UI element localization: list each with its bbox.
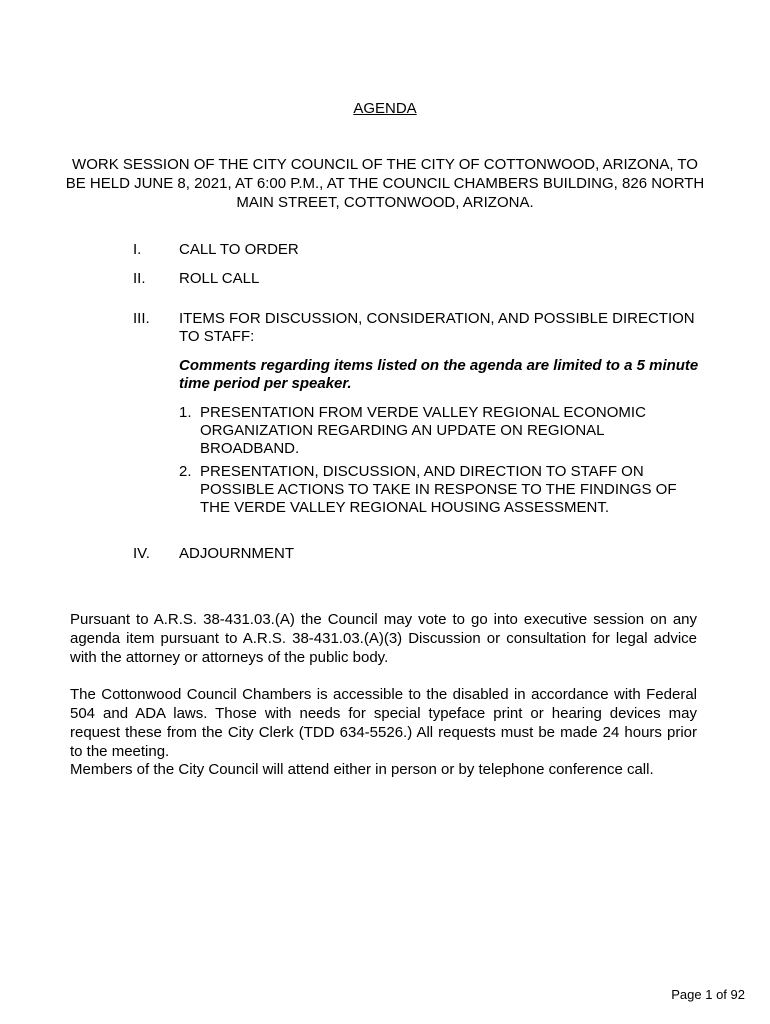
agenda-item-label: ADJOURNMENT: [179, 545, 294, 562]
agenda-item-number: I.: [133, 241, 142, 258]
session-header: WORK SESSION OF THE CITY COUNCIL OF THE CITY OF COTTONWOOD, ARIZONA, TO BE HELD JUNE 8, 2021, AT 6:00 P.M., AT THE COUNCIL CHAMBERS BUILDING, 826 NORTH MAIN STREET, COTTONWOOD, ARIZONA.: [65, 156, 705, 211]
page-title: AGENDA: [353, 100, 417, 117]
attendance-paragraph: Members of the City Council will attend either in person or by telephone conference call.: [70, 761, 654, 778]
executive-session-paragraph: Pursuant to A.R.S. 38-431.03.(A) the Council may vote to go into executive session on any agenda item pursuant to A.R.S. 38-431.03.(A)(3) Discussion or consultation for legal advice with the attorney or attorneys of the public body.: [70, 611, 697, 666]
agenda-item-number: II.: [133, 270, 146, 287]
agenda-item-label: CALL TO ORDER: [179, 241, 299, 258]
agenda-subitem-label: PRESENTATION FROM VERDE VALLEY REGIONAL ECONOMIC ORGANIZATION REGARDING AN UPDATE ON REGIONAL BROADBAND.: [200, 404, 646, 457]
agenda-item-number: III.: [133, 310, 150, 327]
agenda-item-label: ROLL CALL: [179, 270, 260, 287]
agenda-item-label: ITEMS FOR DISCUSSION, CONSIDERATION, AND POSSIBLE DIRECTION TO STAFF:: [179, 310, 695, 345]
accessibility-paragraph: The Cottonwood Council Chambers is accessible to the disabled in accordance with Federal 504 and ADA laws. Those with needs for special typeface print or hearing devices may request these from the City Clerk (TDD 634-5526.) All requests must be made 24 hours prior to the meeting.: [70, 686, 697, 760]
agenda-item-number: IV.: [133, 545, 150, 562]
agenda-subitem-label: PRESENTATION, DISCUSSION, AND DIRECTION TO STAFF ON POSSIBLE ACTIONS TO TAKE IN RESPONSE TO THE FINDINGS OF THE VERDE VALLEY REGIONAL HOUSING ASSESSMENT.: [200, 463, 677, 516]
agenda-subitem-number: 1.: [179, 404, 192, 421]
speaker-time-note: Comments regarding items listed on the agenda are limited to a 5 minute time period per speaker.: [179, 357, 699, 392]
page-number: Page 1 of 92: [671, 987, 745, 1002]
agenda-subitem-number: 2.: [179, 463, 192, 480]
